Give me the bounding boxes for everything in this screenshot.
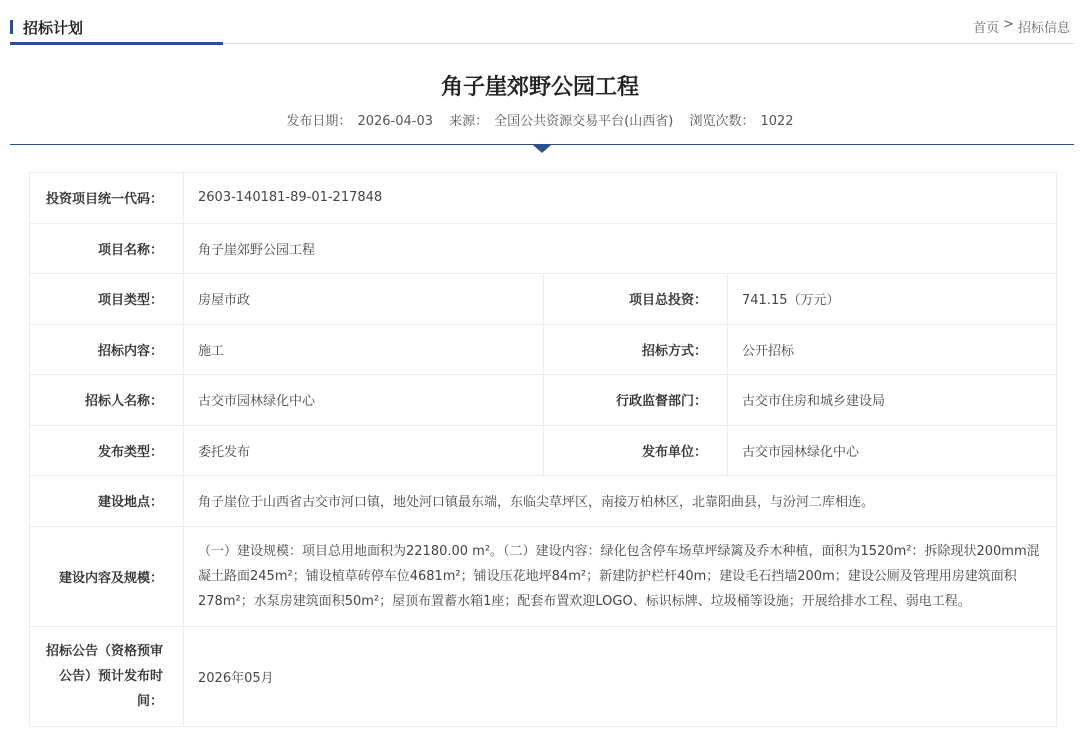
tender-content-value: 施工	[184, 324, 544, 375]
section-title-text: 招标计划	[23, 18, 84, 37]
breadcrumb-home-link[interactable]: 首页	[973, 21, 1000, 36]
views-count: 1022	[760, 114, 794, 129]
tenderer-value: 古交市园林绿化中心	[184, 375, 544, 426]
publish-type-value: 委托发布	[184, 425, 544, 476]
table-row	[30, 626, 1057, 726]
project-type-value: 房屋市政	[184, 274, 544, 325]
views-label: 浏览次数：	[689, 114, 755, 129]
location-value: 角子崖位于山西省古交市河口镇，地处河口镇最东端，东临尖草坪区，南接万柏林区，北靠阳曲县，与汾河二库相连。	[184, 476, 1057, 527]
field-label: 项目名称：	[30, 223, 184, 274]
project-code-value: 2603-140181-89-01-217848	[184, 173, 1057, 224]
table-row	[30, 324, 1057, 375]
source-value: 全国公共资源交易平台(山西省)	[494, 114, 674, 129]
field-label: 发布类型：	[30, 425, 184, 476]
field-label: 行政监督部门：	[544, 375, 728, 426]
field-label: 项目总投资：	[544, 274, 728, 325]
total-investment-value: 741.15（万元）	[728, 274, 1057, 325]
field-label: 建设内容及规模：	[30, 526, 184, 626]
publish-unit-value: 古交市园林绿化中心	[728, 425, 1057, 476]
breadcrumb-current-link[interactable]: 招标信息	[1017, 21, 1070, 36]
field-label: 招标人名称：	[30, 375, 184, 426]
table-row	[30, 425, 1057, 476]
project-name-value: 角子崖郊野公园工程	[184, 223, 1057, 274]
source-label: 来源：	[449, 114, 489, 129]
table-row	[30, 274, 1057, 325]
supervisor-value: 古交市住房和城乡建设局	[728, 375, 1057, 426]
section-title-marker	[10, 20, 13, 34]
field-label: 建设地点：	[30, 476, 184, 527]
project-info-table	[29, 172, 1057, 727]
breadcrumb	[973, 17, 1070, 36]
table-row	[30, 476, 1057, 527]
tender-method-value: 公开招标	[728, 324, 1057, 375]
table-row	[30, 375, 1057, 426]
top-bar	[0, 0, 1080, 46]
expected-date-value: 2026年05月	[184, 626, 1057, 726]
article-meta	[0, 110, 1080, 129]
table-row	[30, 173, 1057, 224]
caret-down-icon	[533, 145, 551, 153]
table-row	[30, 223, 1057, 274]
field-label: 招标方式：	[544, 324, 728, 375]
scope-value: （一）建设规模：项目总用地面积为22180.00 m²。（二）建设内容：绿化包含停车场草坪绿篱及乔木种植，面积为1520m²：拆除现状200mm混凝土路面245m²；铺设植草砖停车位4681m²；铺设压花地坪84m²；新建防护栏杆40m；建设毛石挡墙200m；建设公厕及管理用房建筑面积278m²；水泵房建筑面积50m²；屋顶布置蓄水箱1座；配套布置欢迎LOGO、标识标牌、垃圾桶等设施；开展给排水工程、弱电工程。	[184, 526, 1057, 626]
field-label: 发布单位：	[544, 425, 728, 476]
page-title: 角子崖郊野公园工程	[440, 75, 639, 100]
table-row	[30, 526, 1057, 626]
header-rule-accent	[10, 42, 223, 45]
publish-date-label: 发布日期：	[286, 114, 352, 129]
field-label: 招标公告（资格预审公告）预计发布时间：	[30, 626, 184, 726]
breadcrumb-separator: >	[1003, 17, 1014, 32]
section-title	[10, 16, 83, 38]
field-label: 项目类型：	[30, 274, 184, 325]
publish-date: 2026-04-03	[357, 114, 433, 129]
field-label: 招标内容：	[30, 324, 184, 375]
field-label: 投资项目统一代码：	[30, 173, 184, 224]
